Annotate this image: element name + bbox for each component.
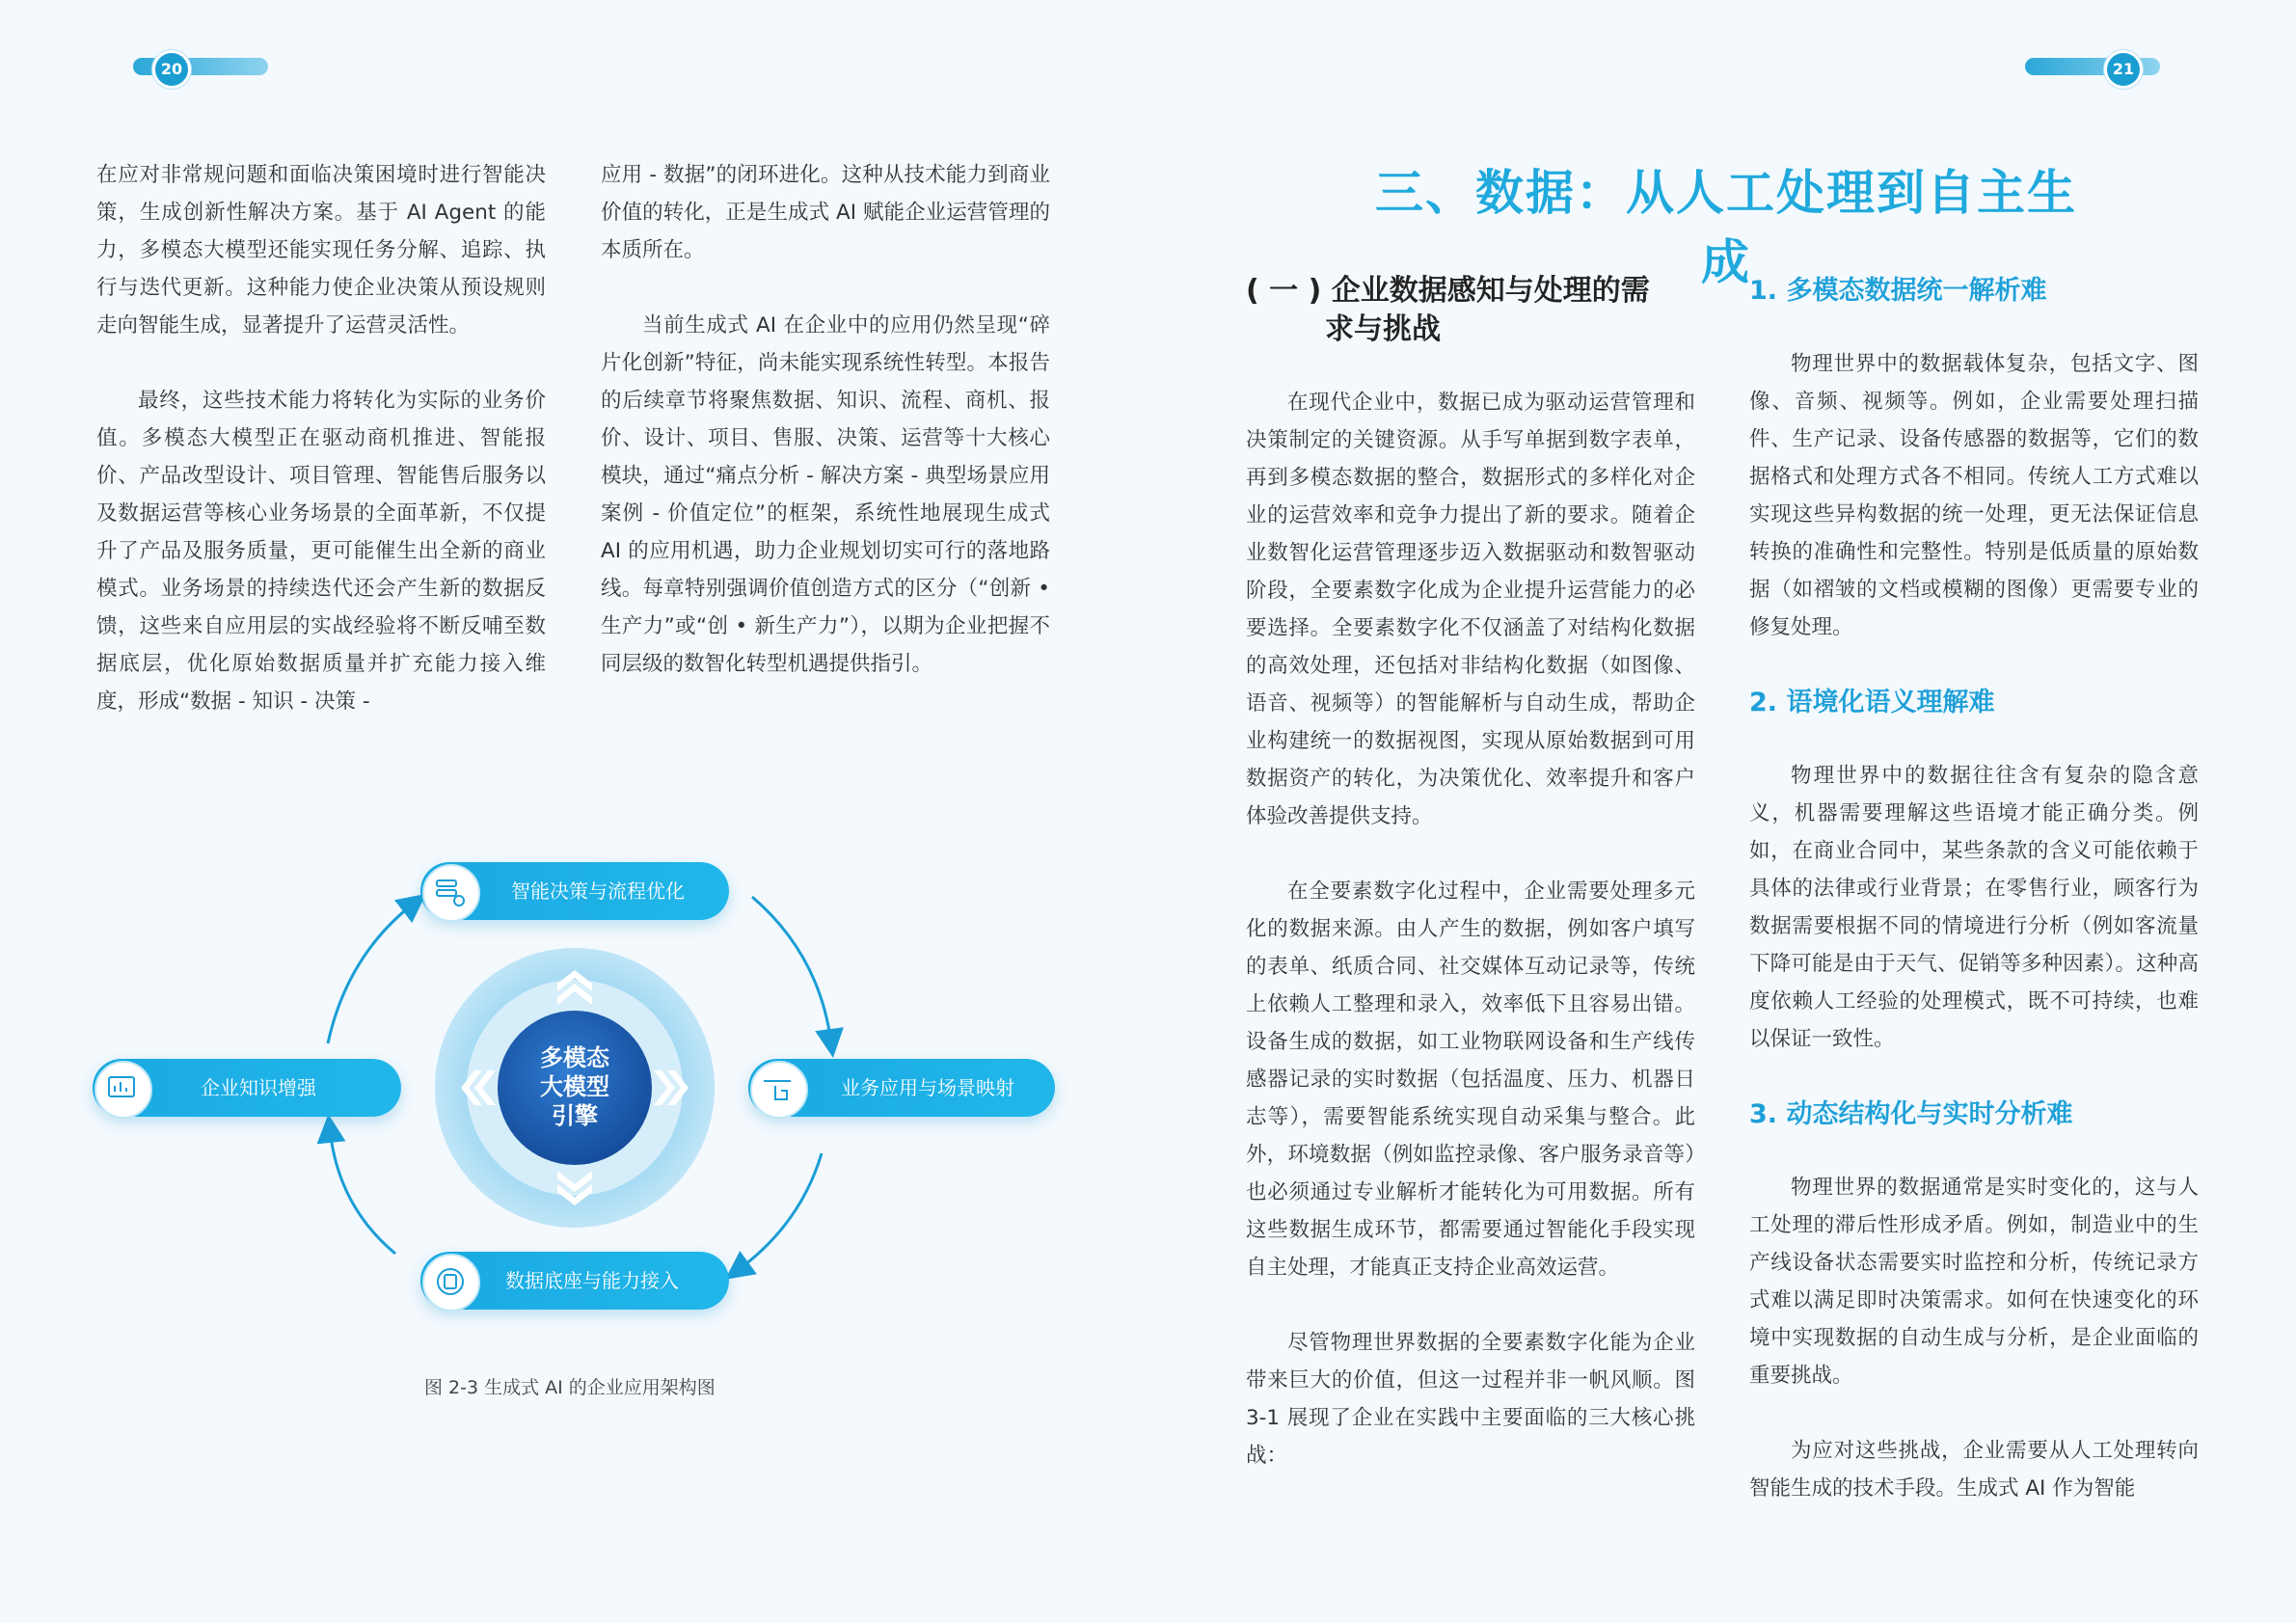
right-page-column-2 <box>1749 272 2199 1507</box>
paragraph: 最终，这些技术能力将转化为实际的业务价值。多模态大模型正在驱动商机推进、智能报价、产品改型设计、项目管理、智能售后服务以及数据运营等核心业务场景的全面革新，不仅提升了产品及服务质量，更可能催生出全新的商业模式。业务场景的持续迭代还会产生新的数据反馈，这些来自应用层的实战经验将不断反哺至数据底层，优化原始数据质量并扩充能力接入维度，形成“数据 - 知识 - 决策 - <box>96 389 546 714</box>
settings-flow-icon <box>422 864 480 922</box>
figure-caption: 图 2-3 生成式 AI 的企业应用架构图 <box>424 1377 716 1398</box>
node-label: 企业知识增强 <box>201 1076 316 1099</box>
paragraph: 物理世界中的数据载体复杂，包括文字、图像、音频、视频等。例如，企业需要处理扫描件、生产记录、设备传感器的数据等，它们的数据格式和处理方式各不相同。传统人工方式难以实现这些异构数据的统一处理，更无法保证信息转换的准确性和完整性。特别是低质量的原始数据（如褶皱的文档或模糊的图像）更需要专业的修复处理。 <box>1749 352 2199 639</box>
knowledge-chart-icon <box>95 1061 152 1119</box>
chapter-title: 三、数据：从人工处理到自主生成 <box>1375 165 2077 290</box>
flow-arrow-bottom-to-left <box>330 1128 395 1254</box>
challenge-title: 1. 多模态数据统一解析难 <box>1749 276 2047 306</box>
flow-arrow-right-to-bottom <box>737 1153 822 1271</box>
node-knowledge-enhancement <box>93 1059 401 1117</box>
paragraph: 当前生成式 AI 在企业中的应用仍然呈现“碎片化创新”特征，尚未能实现系统性转型。本报告的后续章节将聚焦数据、知识、流程、商机、报价、设计、项目、售服、决策、运营等十大核心模块，通过“痛点分析 - 解决方案 - 典型场景应用案例 - 价值定位”的框架，系统性地展现生成式 AI 的应用机遇，助力企业规划切实可行的落地路线。每章特别强调价值创造方式的区分（“创新 • 生产力”或“创 • 新生产力”），以期为企业把握不同层级的数智化转型机遇提供指引。 <box>601 313 1050 676</box>
flow-arrow-left-to-top <box>328 903 415 1043</box>
paragraph: 物理世界中的数据往往含有复杂的隐含意义，机器需要理解这些语境才能正确分类。例如，在商业合同中，某些条款的含义可能依赖于具体的法律或行业背景；在零售行业，顾客行为数据需要根据不同的情境进行分析（例如客流量下降可能是由于天气、促销等多种因素）。这种高度依赖人工经验的处理模式，既不可持续，也难以保证一致性。 <box>1749 764 2199 1051</box>
section-title-line: ( 一 ) 企业数据感知与处理的需 <box>1246 274 1650 308</box>
paragraph: 物理世界的数据通常是实时变化的，这与人工处理的滞后性形成矛盾。例如，制造业中的生产线设备状态需要实时监控和分析，传统记录方式难以满足即时决策需求。如何在快速变化的环境中实现数据的自动生成与分析，是企业面临的重要挑战。 <box>1749 1176 2199 1388</box>
engine-label-line: 大模型 <box>540 1073 609 1100</box>
paragraph: 应用 - 数据”的闭环进化。这种从技术能力到商业价值的转化，正是生成式 AI 赋能企业运营管理的本质所在。 <box>601 163 1050 262</box>
engine-label-line: 引擎 <box>552 1102 598 1129</box>
paragraph: 在应对非常规问题和面临决策困境时进行智能决策，生成创新性解决方案。基于 AI Agent 的能力，多模态大模型还能实现任务分解、追踪、执行与迭代更新。这种能力使企业决策从预设规则走向智能生成，显著提升了运营灵活性。 <box>96 163 546 338</box>
node-label: 业务应用与场景映射 <box>841 1076 1014 1099</box>
paragraph: 为应对这些挑战，企业需要从人工处理转向智能生成的技术手段。生成式 AI 作为智能 <box>1749 1439 2199 1501</box>
section-title <box>1246 272 1695 349</box>
left-page-number: 20 <box>152 50 191 89</box>
challenge-title: 3. 动态结构化与实时分析难 <box>1749 1099 2073 1129</box>
engine-label-line: 多模态 <box>540 1044 609 1071</box>
right-page-number: 21 <box>2104 50 2143 89</box>
node-label: 智能决策与流程优化 <box>511 879 685 903</box>
right-page-column-1 <box>1246 272 1695 1474</box>
node-decision-optimization <box>420 862 729 920</box>
database-cycle-icon <box>422 1254 480 1312</box>
challenge-title: 2. 语境化语义理解难 <box>1749 688 1995 717</box>
paragraph: 在现代企业中，数据已成为驱动运营管理和决策制定的关键资源。从手写单据到数字表单，再到多模态数据的整合，数据形式的多样化对企业的运营效率和竞争力提出了新的要求。随着企业数智化运营管理逐步迈入数据驱动和数智驱动阶段，全要素数字化成为企业提升运营能力的必要选择。全要素数字化不仅涵盖了对结构化数据的高效处理，还包括对非结构化数据（如图像、语音、视频等）的智能解析与自动生成，帮助企业构建统一的数据视图，实现从原始数据到可用数据资产的转化，为决策优化、效率提升和客户体验改善提供支持。 <box>1246 391 1695 828</box>
flow-arrow-top-to-right <box>752 897 831 1043</box>
paragraph: 在全要素数字化过程中，企业需要处理多元化的数据来源。由人产生的数据，例如客户填写的表单、纸质合同、社交媒体互动记录等，传统上依赖人工整理和录入，效率低下且容易出错。设备生成的数据，如工业物联网设备和生产线传感器记录的实时数据（包括温度、压力、机器日志等），需要智能系统实现自动采集与整合。此外，环境数据（例如监控录像、客户服务录音等）也必须通过专业解析才能转化为可用数据。所有这些数据生成环节，都需要通过智能化手段实现自主处理，才能真正支持企业高效运营。 <box>1246 879 1695 1280</box>
node-label: 数据底座与能力接入 <box>505 1269 679 1292</box>
node-business-application <box>748 1059 1055 1117</box>
section-title-line: 求与挑战 <box>1325 312 1441 346</box>
touch-hand-icon <box>750 1061 808 1119</box>
engine-label <box>517 1043 633 1130</box>
node-data-foundation <box>420 1252 729 1310</box>
paragraph: 尽管物理世界数据的全要素数字化能为企业带来巨大的价值，但这一过程并非一帆风顺。图 3-1 展现了企业在实践中主要面临的三大核心挑战： <box>1246 1331 1695 1468</box>
